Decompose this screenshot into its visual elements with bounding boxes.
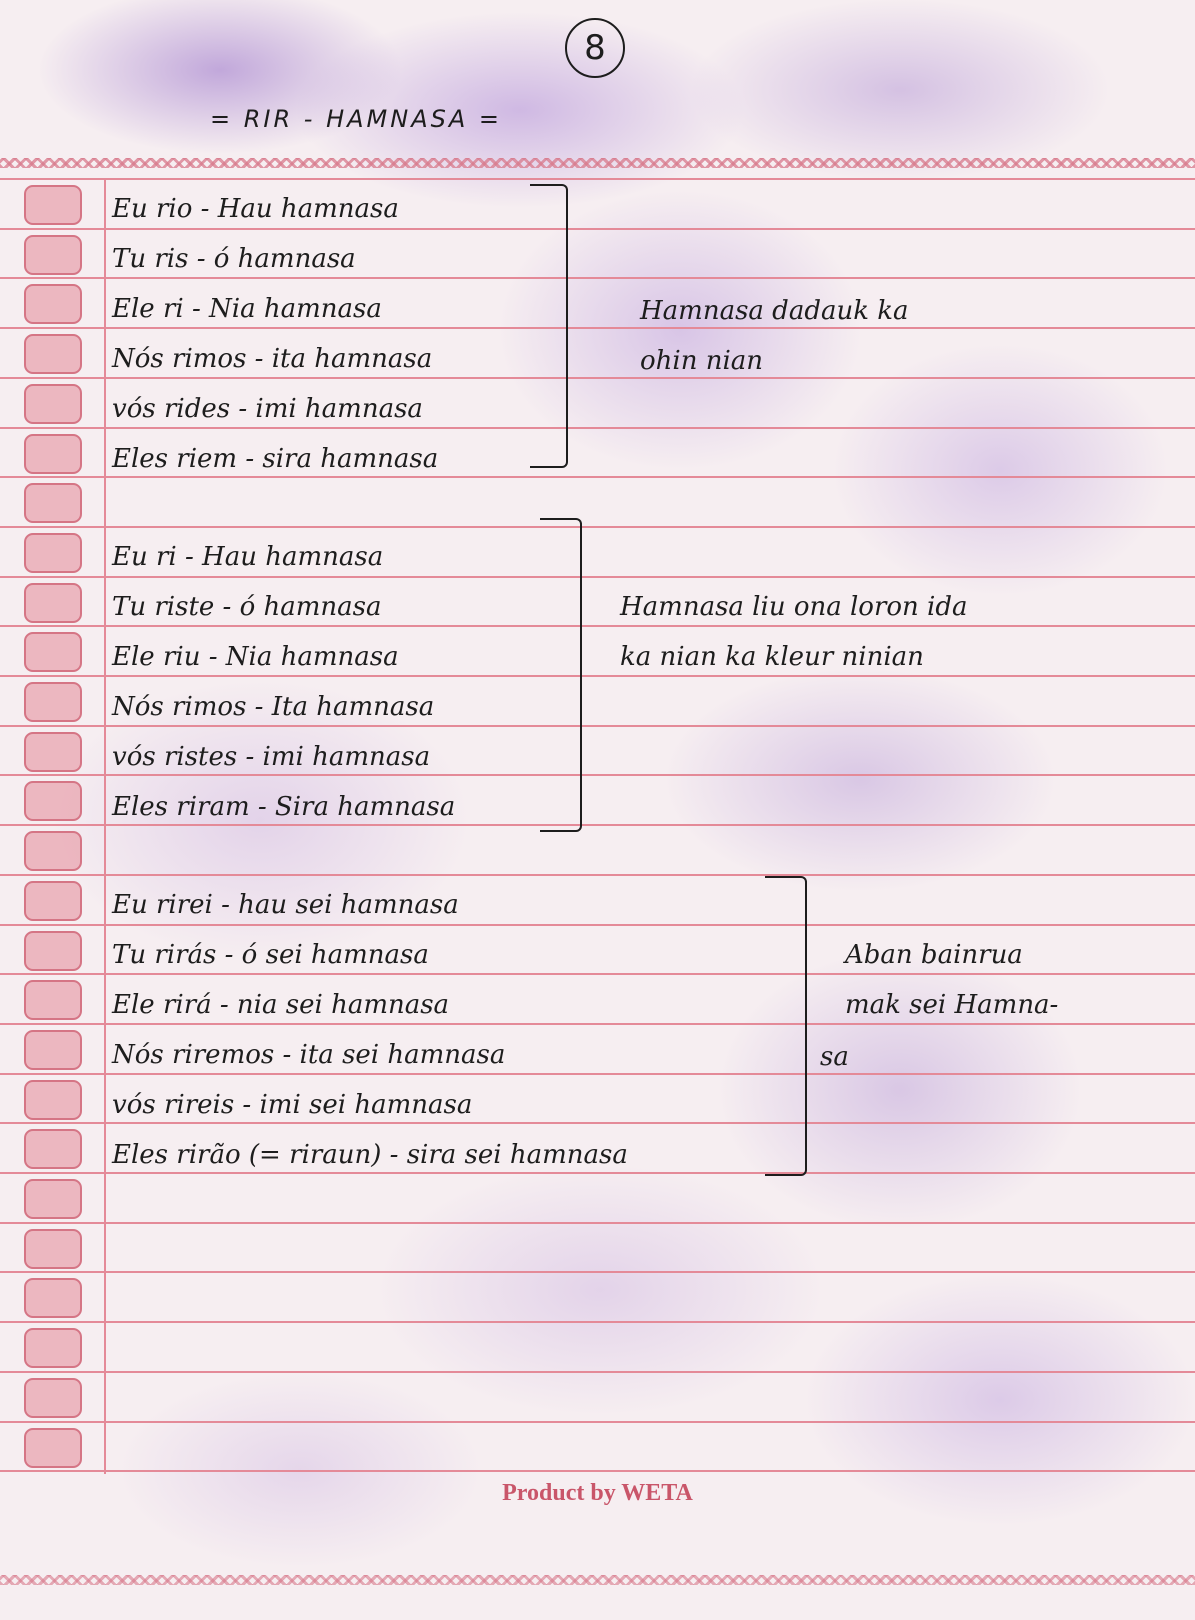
ruled-line bbox=[0, 1073, 1195, 1075]
margin-line bbox=[104, 178, 106, 1474]
page-title: = RIR - HAMNASA = bbox=[210, 105, 503, 133]
conjugation-line: Tu ris - ó hamnasa bbox=[112, 244, 356, 274]
ruled-line bbox=[0, 377, 1195, 379]
binder-hole bbox=[24, 235, 82, 275]
conjugation-line: Eu ri - Hau hamnasa bbox=[112, 542, 384, 572]
binder-hole bbox=[24, 1030, 82, 1070]
footer-border bbox=[0, 1575, 1195, 1585]
note-line: mak sei Hamna- bbox=[845, 990, 1059, 1020]
binder-hole bbox=[24, 1378, 82, 1418]
binder-hole bbox=[24, 732, 82, 772]
binder-hole bbox=[24, 881, 82, 921]
note-line: Hamnasa liu ona loron ida bbox=[620, 592, 968, 622]
binder-hole bbox=[24, 583, 82, 623]
bracket bbox=[540, 518, 582, 832]
conjugation-line: Eu rio - Hau hamnasa bbox=[112, 194, 399, 224]
binder-hole bbox=[24, 533, 82, 573]
conjugation-line: Eu rirei - hau sei hamnasa bbox=[112, 890, 459, 920]
ruled-line bbox=[0, 824, 1195, 826]
ruled-line bbox=[0, 1023, 1195, 1025]
binder-hole bbox=[24, 781, 82, 821]
binder-hole bbox=[24, 1080, 82, 1120]
footer-brand: Product by WETA bbox=[502, 1480, 693, 1506]
ruled-line bbox=[0, 1172, 1195, 1174]
conjugation-line: vós rireis - imi sei hamnasa bbox=[112, 1090, 473, 1120]
ruled-line bbox=[0, 625, 1195, 627]
bracket bbox=[765, 876, 807, 1176]
conjugation-line: vós rides - imi hamnasa bbox=[112, 394, 423, 424]
note-line: ohin nian bbox=[640, 346, 764, 376]
ruled-line bbox=[0, 675, 1195, 677]
conjugation-line: Nós rimos - ita hamnasa bbox=[112, 344, 433, 374]
ruled-line bbox=[0, 1321, 1195, 1323]
conjugation-line: Ele ri - Nia hamnasa bbox=[112, 294, 382, 324]
ruled-line bbox=[0, 327, 1195, 329]
header-border bbox=[0, 158, 1195, 168]
binder-hole bbox=[24, 334, 82, 374]
ruled-line bbox=[0, 924, 1195, 926]
ruled-line bbox=[0, 277, 1195, 279]
page-number: 8 bbox=[565, 18, 625, 78]
ruled-line bbox=[0, 1421, 1195, 1423]
binder-hole bbox=[24, 831, 82, 871]
binder-hole bbox=[24, 632, 82, 672]
ruled-line bbox=[0, 427, 1195, 429]
conjugation-line: Eles riram - Sira hamnasa bbox=[112, 792, 456, 822]
ruled-line bbox=[0, 576, 1195, 578]
note-line: Aban bainrua bbox=[845, 940, 1023, 970]
binder-hole bbox=[24, 1278, 82, 1318]
note-line: Hamnasa dadauk ka bbox=[640, 296, 909, 326]
binder-hole bbox=[24, 434, 82, 474]
ruled-line bbox=[0, 526, 1195, 528]
conjugation-line: Eles rirão (= riraun) - sira sei hamnasa bbox=[112, 1140, 628, 1170]
ruled-line bbox=[0, 228, 1195, 230]
conjugation-line: Eles riem - sira hamnasa bbox=[112, 444, 439, 474]
ruled-line bbox=[0, 1222, 1195, 1224]
binder-hole bbox=[24, 384, 82, 424]
binder-hole bbox=[24, 1129, 82, 1169]
ruled-line bbox=[0, 178, 1195, 180]
binder-hole bbox=[24, 1428, 82, 1468]
ruled-line bbox=[0, 874, 1195, 876]
ruled-line bbox=[0, 1271, 1195, 1273]
conjugation-line: Nós rimos - Ita hamnasa bbox=[112, 692, 435, 722]
conjugation-line: Nós riremos - ita sei hamnasa bbox=[112, 1040, 506, 1070]
ruled-line bbox=[0, 1371, 1195, 1373]
conjugation-line: Ele rirá - nia sei hamnasa bbox=[112, 990, 450, 1020]
note-line: sa bbox=[820, 1042, 849, 1072]
binder-hole bbox=[24, 980, 82, 1020]
binder-hole bbox=[24, 185, 82, 225]
ruled-line bbox=[0, 774, 1195, 776]
ruled-line bbox=[0, 725, 1195, 727]
ruled-line bbox=[0, 1122, 1195, 1124]
binder-hole bbox=[24, 931, 82, 971]
conjugation-line: vós ristes - imi hamnasa bbox=[112, 742, 431, 772]
ruled-line bbox=[0, 1470, 1195, 1472]
ruled-line bbox=[0, 973, 1195, 975]
ruled-line bbox=[0, 476, 1195, 478]
conjugation-line: Tu riste - ó hamnasa bbox=[112, 592, 382, 622]
binder-hole bbox=[24, 1229, 82, 1269]
conjugation-line: Ele riu - Nia hamnasa bbox=[112, 642, 399, 672]
bracket bbox=[530, 184, 568, 468]
note-line: ka nian ka kleur ninian bbox=[620, 642, 924, 672]
binder-hole bbox=[24, 1179, 82, 1219]
conjugation-line: Tu rirás - ó sei hamnasa bbox=[112, 940, 429, 970]
binder-hole bbox=[24, 284, 82, 324]
binder-hole bbox=[24, 1328, 82, 1368]
binder-hole bbox=[24, 682, 82, 722]
binder-hole bbox=[24, 483, 82, 523]
